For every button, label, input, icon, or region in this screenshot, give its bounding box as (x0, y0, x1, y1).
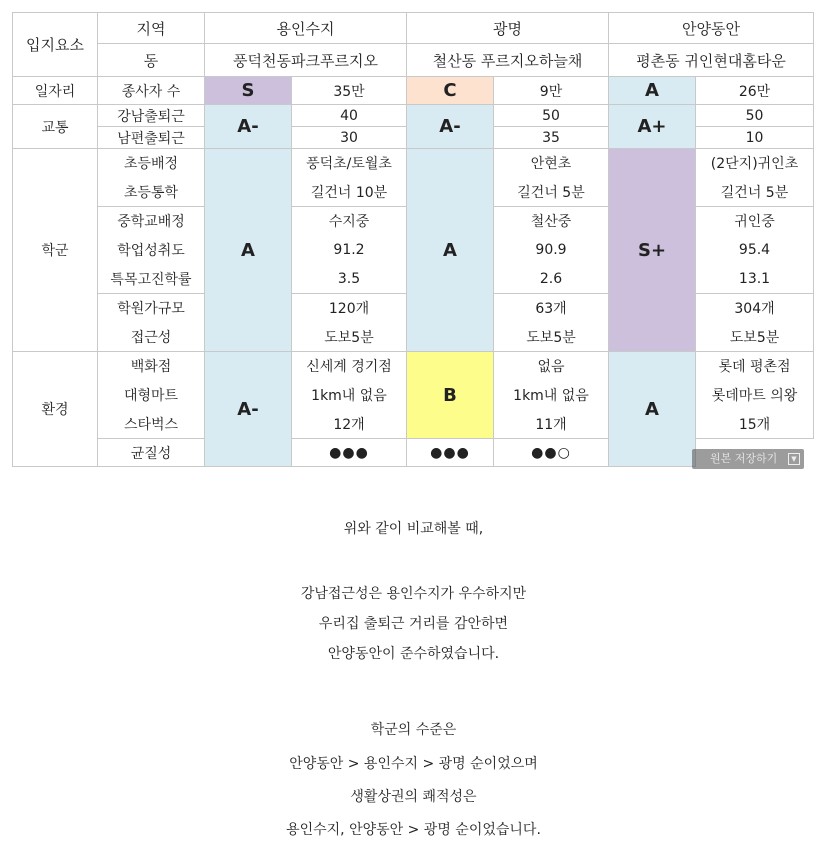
paragraph-1 (0, 517, 827, 541)
item-label: 대형마트 (98, 381, 205, 410)
value-cell: 안현초 (494, 149, 609, 178)
paragraph-line: 용인수지, 안양동안 > 광명 순이었습니다. (286, 822, 541, 838)
item-label: 강남출퇴근 (98, 105, 205, 127)
region-name: 광명 (407, 13, 609, 44)
item-label: 특목고진학률 (98, 265, 205, 294)
paragraph-line: 안양동안 > 용인수지 > 광명 순이었으며 (289, 756, 538, 772)
region-name: 용인수지 (205, 13, 407, 44)
grade-cell: A+ (609, 105, 696, 149)
value-cell: 2.6 (494, 265, 609, 294)
paragraph-line: 위와 같이 비교해볼 때, (343, 521, 484, 537)
value-cell: 롯데 평촌점 (696, 352, 814, 381)
dong-name: 평촌동 귀인현대홈타운 (609, 44, 814, 77)
dong-name: 풍덕천동파크푸르지오 (205, 44, 407, 77)
paragraph-line: 학군의 수준은 (370, 722, 457, 738)
item-label: 접근성 (98, 323, 205, 352)
paragraph-3 (0, 718, 827, 851)
value-cell: 도보5분 (292, 323, 407, 352)
item-label: 학업성취도 (98, 236, 205, 265)
item-label: 학원가규모 (98, 294, 205, 323)
value-cell: 롯데마트 의왕 (696, 381, 814, 410)
dropdown-icon: ▼ (788, 453, 800, 465)
value-cell: 95.4 (696, 236, 814, 265)
comparison-table (12, 12, 814, 467)
value-cell: 50 (696, 105, 814, 127)
value-cell: 304개 (696, 294, 814, 323)
dong-label: 동 (98, 44, 205, 77)
value-cell: 1km내 없음 (494, 381, 609, 410)
item-label: 균질성 (98, 439, 205, 467)
paragraph-line: 강남접근성은 용인수지가 우수하지만 (300, 586, 527, 602)
item-label: 중학교배정 (98, 207, 205, 236)
value-cell: 도보5분 (494, 323, 609, 352)
value-cell: 15개 (696, 410, 814, 439)
grade-cell: A- (407, 105, 494, 149)
value-cell: 40 (292, 105, 407, 127)
category-label: 학군 (13, 149, 98, 352)
value-cell: 수지중 (292, 207, 407, 236)
grade-cell: S+ (609, 149, 696, 352)
item-label: 초등통학 (98, 178, 205, 207)
uniformity-dots: ●●● (292, 439, 407, 467)
value-cell: 귀인중 (696, 207, 814, 236)
paragraph-line: 우리집 출퇴근 거리를 감안하면 (318, 616, 509, 632)
category-label: 환경 (13, 352, 98, 467)
value-cell: 길건너 5분 (696, 178, 814, 207)
save-original-label: 원본 저장하기 (710, 452, 778, 465)
value-cell: 50 (494, 105, 609, 127)
value-cell: 풍덕초/토월초 (292, 149, 407, 178)
category-label: 일자리 (13, 77, 98, 105)
value-cell: 120개 (292, 294, 407, 323)
value-cell: 10 (696, 127, 814, 149)
value-cell: (2단지)귀인초 (696, 149, 814, 178)
value-cell: 63개 (494, 294, 609, 323)
region-name: 안양동안 (609, 13, 814, 44)
grade-cell: A (609, 352, 696, 467)
value-cell: 철산중 (494, 207, 609, 236)
value-cell: 길건너 10분 (292, 178, 407, 207)
value-cell: 35만 (292, 77, 407, 105)
category-label: 교통 (13, 105, 98, 149)
value-cell: 30 (292, 127, 407, 149)
value-cell: 91.2 (292, 236, 407, 265)
grade-cell: A- (205, 352, 292, 467)
dong-name: 철산동 푸르지오하늘채 (407, 44, 609, 77)
item-label: 백화점 (98, 352, 205, 381)
paragraph-2 (0, 582, 827, 672)
value-cell: 12개 (292, 410, 407, 439)
value-cell: 1km내 없음 (292, 381, 407, 410)
value-cell: 13.1 (696, 265, 814, 294)
grade-cell: A (205, 149, 292, 352)
save-original-button[interactable] (692, 449, 804, 469)
grade-cell: A (609, 77, 696, 105)
value-cell: 없음 (494, 352, 609, 381)
item-label: 스타벅스 (98, 410, 205, 439)
grade-cell: A- (205, 105, 292, 149)
value-cell: 신세계 경기점 (292, 352, 407, 381)
value-cell: 도보5분 (696, 323, 814, 352)
value-cell: 26만 (696, 77, 814, 105)
paragraph-line: 생활상권의 쾌적성은 (350, 789, 477, 805)
paragraph-line: 안양동안이 준수하였습니다. (327, 646, 500, 662)
region-label: 지역 (98, 13, 205, 44)
item-label: 남편출퇴근 (98, 127, 205, 149)
uniformity-dots: ●●● (407, 439, 494, 467)
grade-cell: B (407, 352, 494, 439)
value-cell: 11개 (494, 410, 609, 439)
value-cell: 9만 (494, 77, 609, 105)
value-cell: 길건너 5분 (494, 178, 609, 207)
item-label: 종사자 수 (98, 77, 205, 105)
item-label: 초등배정 (98, 149, 205, 178)
corner-label: 입지요소 (13, 13, 98, 77)
grade-cell: S (205, 77, 292, 105)
uniformity-dots: ●●○ (494, 439, 609, 467)
value-cell: 35 (494, 127, 609, 149)
value-cell: 90.9 (494, 236, 609, 265)
grade-cell: A (407, 149, 494, 352)
grade-cell: C (407, 77, 494, 105)
value-cell: 3.5 (292, 265, 407, 294)
